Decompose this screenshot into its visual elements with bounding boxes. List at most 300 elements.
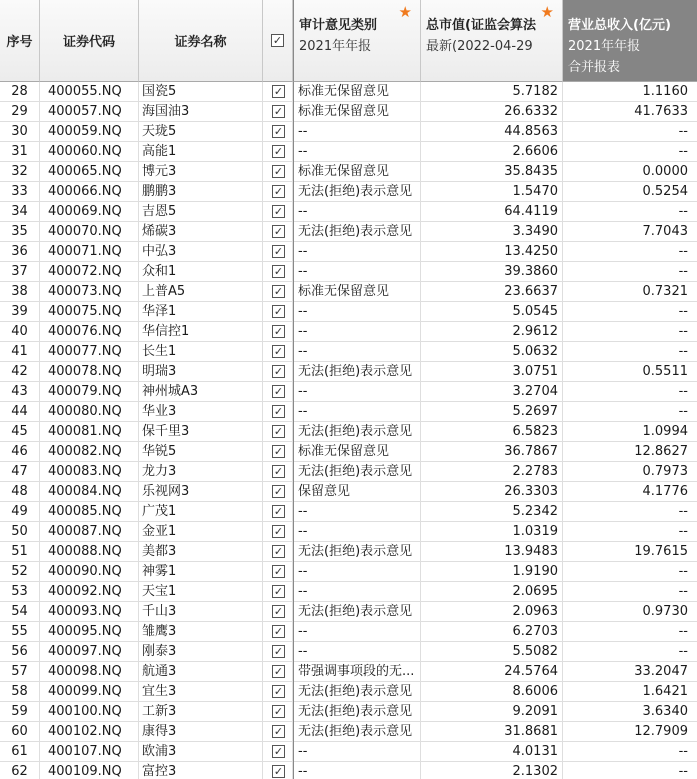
table-row[interactable] — [0, 242, 697, 262]
header-index-label: 序号 — [6, 35, 33, 50]
cell-checkbox — [263, 642, 293, 662]
cell-code: 400066.NQ — [40, 182, 139, 202]
cell-code: 400080.NQ — [40, 402, 139, 422]
cell-revenue: 0.7321 — [642, 284, 688, 299]
cell-checkbox — [263, 762, 293, 779]
cell-index: 28 — [0, 82, 40, 102]
cell-audit-opinion: 无法(拒绝)表示意见 — [293, 602, 421, 622]
cell-index: 47 — [0, 462, 40, 482]
cell-audit-opinion: -- — [293, 262, 421, 282]
select-all-checkbox[interactable]: ✓ — [272, 34, 283, 47]
cell-revenue: 12.7909 — [634, 724, 688, 739]
header-revenue-sub2: 合并报表 — [568, 60, 621, 75]
cell-market-cap: 5.7182 — [421, 82, 563, 102]
cell-revenue: -- — [678, 564, 688, 579]
cell-checkbox — [263, 182, 293, 202]
header-mcap-title: 总市值(证监会算法 — [426, 18, 536, 33]
row-checkbox[interactable]: ✓ — [273, 665, 284, 678]
cell-checkbox — [263, 522, 293, 542]
cell-audit-opinion: 标准无保留意见 — [293, 282, 421, 302]
row-checkbox[interactable]: ✓ — [273, 585, 284, 598]
cell-revenue: 0.9730 — [642, 604, 688, 619]
cell-index: 59 — [0, 702, 40, 722]
cell-revenue: -- — [678, 344, 688, 359]
cell-index: 38 — [0, 282, 40, 302]
cell-name: 神雾1 — [139, 562, 263, 582]
cell-index: 60 — [0, 722, 40, 742]
row-checkbox[interactable]: ✓ — [273, 765, 284, 778]
cell-audit-opinion: 无法(拒绝)表示意见 — [293, 462, 421, 482]
cell-index: 46 — [0, 442, 40, 462]
cell-audit-opinion: -- — [293, 742, 421, 762]
cell-checkbox — [263, 422, 293, 442]
row-checkbox[interactable]: ✓ — [273, 705, 284, 718]
table-row[interactable] — [0, 762, 697, 779]
cell-revenue: 0.5254 — [642, 184, 688, 199]
cell-audit-opinion: 无法(拒绝)表示意见 — [293, 422, 421, 442]
cell-code: 400102.NQ — [40, 722, 139, 742]
cell-code: 400092.NQ — [40, 582, 139, 602]
cell-audit-opinion: -- — [293, 522, 421, 542]
cell-market-cap: 1.5470 — [421, 182, 563, 202]
cell-checkbox — [263, 82, 293, 102]
header-mcap-sub: 最新(2022-04-29 — [426, 39, 533, 54]
cell-revenue: 4.1776 — [642, 484, 688, 499]
cell-code: 400057.NQ — [40, 102, 139, 122]
cell-audit-opinion: 标准无保留意见 — [293, 82, 421, 102]
cell-index: 56 — [0, 642, 40, 662]
row-checkbox[interactable]: ✓ — [273, 445, 284, 458]
cell-audit-opinion: 无法(拒绝)表示意见 — [293, 702, 421, 722]
cell-code: 400095.NQ — [40, 622, 139, 642]
cell-checkbox — [263, 342, 293, 362]
cell-index: 57 — [0, 662, 40, 682]
cell-code: 400109.NQ — [40, 762, 139, 779]
cell-index: 45 — [0, 422, 40, 442]
table-row[interactable] — [0, 82, 697, 102]
cell-revenue: -- — [678, 744, 688, 759]
cell-index: 32 — [0, 162, 40, 182]
row-checkbox[interactable]: ✓ — [273, 165, 284, 178]
cell-audit-opinion: -- — [293, 322, 421, 342]
cell-name: 乐视网3 — [139, 482, 263, 502]
cell-market-cap: 3.3490 — [421, 222, 563, 242]
table-row[interactable] — [0, 562, 697, 582]
cell-market-cap: 13.4250 — [421, 242, 563, 262]
cell-audit-opinion: 保留意见 — [293, 482, 421, 502]
cell-name: 天宝1 — [139, 582, 263, 602]
cell-market-cap: 5.5082 — [421, 642, 563, 662]
row-checkbox[interactable]: ✓ — [273, 545, 284, 558]
cell-index: 61 — [0, 742, 40, 762]
cell-index: 39 — [0, 302, 40, 322]
cell-market-cap: 2.0695 — [421, 582, 563, 602]
cell-market-cap: 6.2703 — [421, 622, 563, 642]
cell-audit-opinion: -- — [293, 342, 421, 362]
table-row[interactable] — [0, 302, 697, 322]
cell-revenue: 19.7615 — [634, 544, 688, 559]
table-row[interactable] — [0, 102, 697, 122]
cell-name: 华锐5 — [139, 442, 263, 462]
cell-code: 400088.NQ — [40, 542, 139, 562]
cell-code: 400099.NQ — [40, 682, 139, 702]
cell-checkbox — [263, 542, 293, 562]
cell-checkbox — [263, 742, 293, 762]
cell-audit-opinion: -- — [293, 242, 421, 262]
cell-market-cap: 44.8563 — [421, 122, 563, 142]
cell-market-cap: 39.3860 — [421, 262, 563, 282]
cell-code: 400070.NQ — [40, 222, 139, 242]
cell-audit-opinion: -- — [293, 502, 421, 522]
cell-index: 53 — [0, 582, 40, 602]
cell-market-cap: 2.6606 — [421, 142, 563, 162]
row-checkbox[interactable]: ✓ — [273, 105, 284, 118]
cell-checkbox — [263, 702, 293, 722]
table-row[interactable] — [0, 702, 697, 722]
cell-revenue: -- — [678, 584, 688, 599]
table-row[interactable] — [0, 342, 697, 362]
row-checkbox[interactable]: ✓ — [273, 145, 284, 158]
cell-market-cap: 26.6332 — [421, 102, 563, 122]
row-checkbox[interactable]: ✓ — [273, 345, 284, 358]
cell-revenue: -- — [678, 304, 688, 319]
cell-audit-opinion: -- — [293, 142, 421, 162]
cell-revenue: -- — [678, 504, 688, 519]
cell-audit-opinion: 标准无保留意见 — [293, 162, 421, 182]
cell-code: 400090.NQ — [40, 562, 139, 582]
cell-market-cap: 31.8681 — [421, 722, 563, 742]
cell-code: 400079.NQ — [40, 382, 139, 402]
cell-index: 49 — [0, 502, 40, 522]
row-checkbox[interactable]: ✓ — [273, 85, 284, 98]
table-row[interactable] — [0, 582, 697, 602]
row-checkbox[interactable]: ✓ — [273, 625, 284, 638]
cell-audit-opinion: -- — [293, 622, 421, 642]
header-audit-opinion[interactable] — [293, 0, 421, 82]
cell-name: 明瑞3 — [139, 362, 263, 382]
cell-code: 400107.NQ — [40, 742, 139, 762]
row-checkbox[interactable]: ✓ — [273, 485, 284, 498]
cell-name: 雏鹰3 — [139, 622, 263, 642]
table-row[interactable] — [0, 722, 697, 742]
cell-code: 400076.NQ — [40, 322, 139, 342]
cell-checkbox — [263, 482, 293, 502]
table-row[interactable] — [0, 662, 697, 682]
cell-audit-opinion: 无法(拒绝)表示意见 — [293, 222, 421, 242]
cell-market-cap: 6.5823 — [421, 422, 563, 442]
cell-market-cap: 23.6637 — [421, 282, 563, 302]
cell-name: 工新3 — [139, 702, 263, 722]
cell-checkbox — [263, 662, 293, 682]
cell-market-cap: 8.6006 — [421, 682, 563, 702]
cell-name: 宜生3 — [139, 682, 263, 702]
table-row[interactable] — [0, 222, 697, 242]
cell-revenue: -- — [678, 244, 688, 259]
cell-market-cap: 2.9612 — [421, 322, 563, 342]
header-name-label: 证券名称 — [174, 35, 227, 50]
cell-index: 37 — [0, 262, 40, 282]
cell-checkbox — [263, 222, 293, 242]
table-row[interactable] — [0, 382, 697, 402]
cell-checkbox — [263, 362, 293, 382]
table-row[interactable] — [0, 142, 697, 162]
cell-market-cap: 1.0319 — [421, 522, 563, 542]
cell-name: 华信控1 — [139, 322, 263, 342]
cell-name: 高能1 — [139, 142, 263, 162]
cell-code: 400059.NQ — [40, 122, 139, 142]
cell-code: 400087.NQ — [40, 522, 139, 542]
header-revenue[interactable] — [563, 0, 697, 82]
cell-market-cap: 24.5764 — [421, 662, 563, 682]
cell-checkbox — [263, 322, 293, 342]
header-code-label: 证券代码 — [62, 35, 115, 50]
cell-market-cap: 64.4119 — [421, 202, 563, 222]
cell-market-cap: 3.0751 — [421, 362, 563, 382]
cell-audit-opinion: 无法(拒绝)表示意见 — [293, 682, 421, 702]
cell-code: 400098.NQ — [40, 662, 139, 682]
cell-market-cap: 5.0632 — [421, 342, 563, 362]
row-checkbox[interactable]: ✓ — [273, 525, 284, 538]
cell-index: 54 — [0, 602, 40, 622]
cell-checkbox — [263, 682, 293, 702]
cell-index: 42 — [0, 362, 40, 382]
cell-name: 长生1 — [139, 342, 263, 362]
cell-code: 400084.NQ — [40, 482, 139, 502]
table-row[interactable] — [0, 642, 697, 662]
cell-audit-opinion: 无法(拒绝)表示意见 — [293, 542, 421, 562]
cell-code: 400083.NQ — [40, 462, 139, 482]
star-icon[interactable]: ★ — [398, 3, 412, 21]
cell-market-cap: 2.0963 — [421, 602, 563, 622]
table-row[interactable] — [0, 602, 697, 622]
cell-code: 400055.NQ — [40, 82, 139, 102]
cell-name: 众和1 — [139, 262, 263, 282]
table-row[interactable] — [0, 182, 697, 202]
cell-index: 34 — [0, 202, 40, 222]
cell-index: 35 — [0, 222, 40, 242]
cell-revenue: -- — [678, 144, 688, 159]
cell-market-cap: 36.7867 — [421, 442, 563, 462]
header-index[interactable] — [0, 0, 40, 82]
cell-code: 400085.NQ — [40, 502, 139, 522]
star-icon[interactable]: ★ — [540, 3, 554, 21]
table-row[interactable] — [0, 162, 697, 182]
table-row[interactable] — [0, 422, 697, 442]
row-checkbox[interactable]: ✓ — [273, 265, 284, 278]
cell-checkbox — [263, 262, 293, 282]
cell-name: 海国油3 — [139, 102, 263, 122]
row-checkbox[interactable]: ✓ — [273, 125, 284, 138]
cell-code: 400071.NQ — [40, 242, 139, 262]
table-body — [0, 82, 697, 779]
cell-checkbox — [263, 122, 293, 142]
table-row[interactable] — [0, 402, 697, 422]
cell-name: 华业3 — [139, 402, 263, 422]
row-checkbox[interactable]: ✓ — [273, 605, 284, 618]
cell-revenue: 0.5511 — [642, 364, 688, 379]
row-checkbox[interactable]: ✓ — [273, 225, 284, 238]
cell-revenue: 0.0000 — [642, 164, 688, 179]
table-row[interactable] — [0, 262, 697, 282]
cell-checkbox — [263, 242, 293, 262]
table-row[interactable] — [0, 282, 697, 302]
row-checkbox[interactable]: ✓ — [273, 185, 284, 198]
cell-revenue: -- — [678, 764, 688, 779]
cell-checkbox — [263, 722, 293, 742]
cell-index: 51 — [0, 542, 40, 562]
table-row[interactable] — [0, 682, 697, 702]
cell-audit-opinion: -- — [293, 642, 421, 662]
cell-code: 400082.NQ — [40, 442, 139, 462]
cell-revenue: 0.7973 — [642, 464, 688, 479]
cell-market-cap: 9.2091 — [421, 702, 563, 722]
table-row[interactable] — [0, 482, 697, 502]
cell-code: 400072.NQ — [40, 262, 139, 282]
header-code[interactable] — [40, 0, 139, 82]
cell-market-cap: 2.1302 — [421, 762, 563, 779]
row-checkbox[interactable]: ✓ — [273, 745, 284, 758]
cell-checkbox — [263, 502, 293, 522]
cell-audit-opinion: 无法(拒绝)表示意见 — [293, 722, 421, 742]
cell-audit-opinion: -- — [293, 402, 421, 422]
cell-name: 刚泰3 — [139, 642, 263, 662]
cell-checkbox — [263, 622, 293, 642]
header-select-all[interactable] — [263, 0, 293, 82]
table-row[interactable] — [0, 542, 697, 562]
table-row[interactable] — [0, 122, 697, 142]
row-checkbox[interactable]: ✓ — [273, 725, 284, 738]
cell-market-cap: 1.9190 — [421, 562, 563, 582]
cell-index: 33 — [0, 182, 40, 202]
table-row[interactable] — [0, 362, 697, 382]
cell-revenue: -- — [678, 384, 688, 399]
cell-market-cap: 4.0131 — [421, 742, 563, 762]
table-row[interactable] — [0, 442, 697, 462]
row-checkbox[interactable]: ✓ — [273, 385, 284, 398]
cell-index: 55 — [0, 622, 40, 642]
cell-checkbox — [263, 382, 293, 402]
cell-audit-opinion: -- — [293, 762, 421, 779]
cell-index: 58 — [0, 682, 40, 702]
header-name[interactable] — [139, 0, 263, 82]
row-checkbox[interactable]: ✓ — [273, 305, 284, 318]
cell-revenue: -- — [678, 264, 688, 279]
cell-name: 鹏鹏3 — [139, 182, 263, 202]
row-checkbox[interactable]: ✓ — [273, 245, 284, 258]
row-checkbox[interactable]: ✓ — [273, 205, 284, 218]
cell-name: 龙力3 — [139, 462, 263, 482]
cell-market-cap: 5.2697 — [421, 402, 563, 422]
cell-audit-opinion: -- — [293, 202, 421, 222]
cell-code: 400069.NQ — [40, 202, 139, 222]
cell-index: 50 — [0, 522, 40, 542]
cell-name: 千山3 — [139, 602, 263, 622]
cell-code: 400081.NQ — [40, 422, 139, 442]
cell-revenue: 1.1160 — [642, 84, 688, 99]
cell-market-cap: 13.9483 — [421, 542, 563, 562]
cell-index: 30 — [0, 122, 40, 142]
cell-audit-opinion: -- — [293, 562, 421, 582]
cell-market-cap: 5.2342 — [421, 502, 563, 522]
cell-market-cap: 5.0545 — [421, 302, 563, 322]
cell-name: 博元3 — [139, 162, 263, 182]
cell-revenue: -- — [678, 124, 688, 139]
cell-code: 400077.NQ — [40, 342, 139, 362]
header-audit-sub: 2021年年报 — [299, 39, 372, 54]
cell-code: 400060.NQ — [40, 142, 139, 162]
cell-revenue: -- — [678, 524, 688, 539]
cell-name: 金亚1 — [139, 522, 263, 542]
table-row[interactable] — [0, 502, 697, 522]
row-checkbox[interactable]: ✓ — [273, 645, 284, 658]
cell-checkbox — [263, 602, 293, 622]
row-checkbox[interactable]: ✓ — [273, 405, 284, 418]
cell-audit-opinion: -- — [293, 122, 421, 142]
cell-revenue: 3.6340 — [642, 704, 688, 719]
cell-revenue: 1.6421 — [642, 684, 688, 699]
cell-audit-opinion: 带强调事项段的无... — [293, 662, 421, 682]
cell-index: 41 — [0, 342, 40, 362]
table-row[interactable] — [0, 522, 697, 542]
cell-name: 华泽1 — [139, 302, 263, 322]
cell-code: 400078.NQ — [40, 362, 139, 382]
cell-market-cap: 35.8435 — [421, 162, 563, 182]
row-checkbox[interactable]: ✓ — [273, 325, 284, 338]
cell-code: 400093.NQ — [40, 602, 139, 622]
cell-index: 62 — [0, 762, 40, 779]
cell-index: 43 — [0, 382, 40, 402]
table-row[interactable] — [0, 202, 697, 222]
row-checkbox[interactable]: ✓ — [273, 365, 284, 378]
cell-name: 富控3 — [139, 762, 263, 779]
cell-market-cap: 26.3303 — [421, 482, 563, 502]
cell-checkbox — [263, 562, 293, 582]
row-checkbox[interactable]: ✓ — [273, 285, 284, 298]
cell-name: 欧浦3 — [139, 742, 263, 762]
cell-audit-opinion: -- — [293, 582, 421, 602]
table-row[interactable] — [0, 742, 697, 762]
cell-index: 36 — [0, 242, 40, 262]
header-market-cap[interactable] — [421, 0, 563, 82]
row-checkbox[interactable]: ✓ — [273, 425, 284, 438]
cell-index: 48 — [0, 482, 40, 502]
cell-code: 400065.NQ — [40, 162, 139, 182]
cell-checkbox — [263, 142, 293, 162]
cell-revenue: -- — [678, 204, 688, 219]
row-checkbox[interactable]: ✓ — [273, 505, 284, 518]
row-checkbox[interactable]: ✓ — [273, 565, 284, 578]
table-row[interactable] — [0, 622, 697, 642]
row-checkbox[interactable]: ✓ — [273, 685, 284, 698]
row-checkbox[interactable]: ✓ — [273, 465, 284, 478]
cell-checkbox — [263, 202, 293, 222]
cell-audit-opinion: 标准无保留意见 — [293, 102, 421, 122]
cell-revenue: 7.7043 — [642, 224, 688, 239]
cell-name: 保千里3 — [139, 422, 263, 442]
table-row[interactable] — [0, 322, 697, 342]
cell-code: 400073.NQ — [40, 282, 139, 302]
cell-name: 上普A5 — [139, 282, 263, 302]
cell-code: 400097.NQ — [40, 642, 139, 662]
cell-revenue: -- — [678, 644, 688, 659]
cell-market-cap: 3.2704 — [421, 382, 563, 402]
table-row[interactable] — [0, 462, 697, 482]
cell-name: 吉恩5 — [139, 202, 263, 222]
cell-checkbox — [263, 102, 293, 122]
header-row — [0, 0, 697, 82]
cell-index: 29 — [0, 102, 40, 122]
cell-revenue: 33.2047 — [634, 664, 688, 679]
